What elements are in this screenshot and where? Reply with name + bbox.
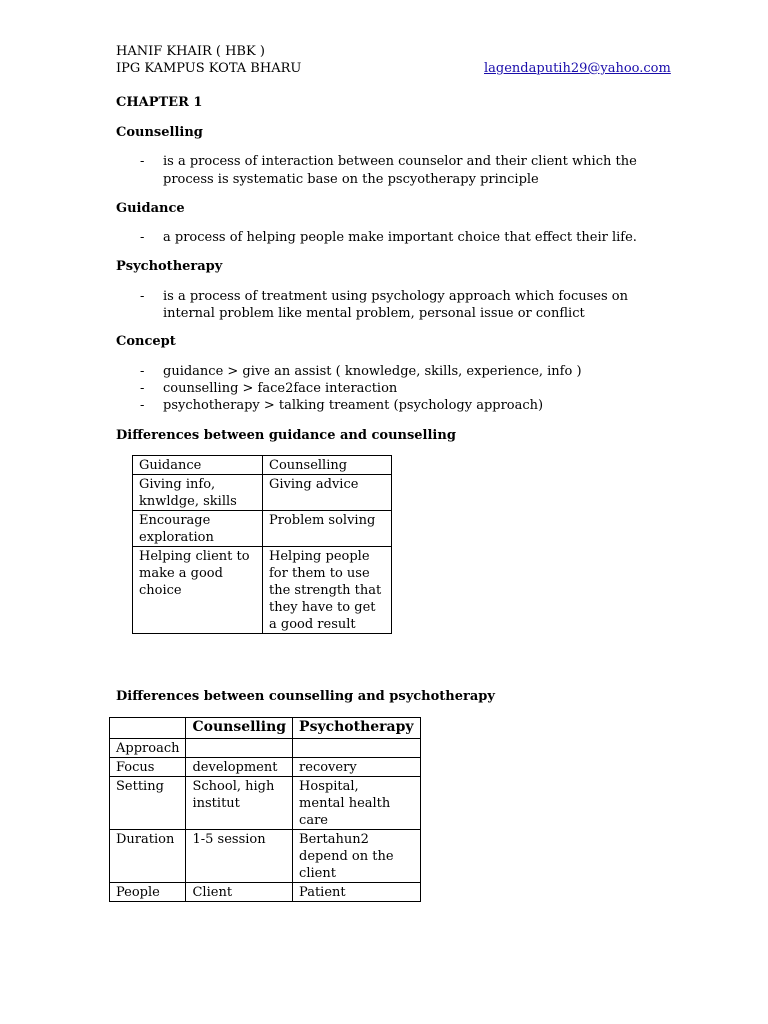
heading-psychotherapy: Psychotherapy — [116, 259, 223, 274]
table-header-cell: Psychotherapy — [293, 718, 421, 739]
table-row — [110, 739, 421, 758]
heading-concept: Concept — [116, 334, 176, 349]
table-cell: Giving info, knwldge, skills — [133, 475, 263, 511]
heading-guidance: Guidance — [116, 201, 185, 216]
table-header-cell — [110, 718, 186, 739]
table-row — [110, 777, 421, 830]
table-row — [110, 830, 421, 883]
counselling-definition-line-1: is a process of interaction between counselor and their client which the — [163, 154, 637, 169]
concept-item-counselling: counselling > face2face interaction — [163, 381, 398, 396]
table-cell — [293, 739, 421, 758]
guidance-definition: a process of helping people make important choice that effect their life. — [163, 230, 637, 245]
bullet-marker: - — [140, 398, 145, 413]
table-cell: development — [186, 758, 293, 777]
chapter-title: CHAPTER 1 — [116, 95, 203, 110]
bullet-marker: - — [140, 230, 145, 245]
table-cell: Encourage exploration — [133, 511, 263, 547]
email-link[interactable]: lagendaputih29@yahoo.com — [484, 61, 671, 76]
table-header-cell: Guidance — [133, 456, 263, 475]
bullet-marker: - — [140, 154, 145, 169]
psychotherapy-definition-line-2: internal problem like mental problem, personal issue or conflict — [163, 306, 585, 321]
table-cell: Client — [186, 883, 293, 902]
author-name: HANIF KHAIR ( HBK ) — [116, 44, 265, 59]
table-cell: Problem solving — [263, 511, 392, 547]
table-cell: Patient — [293, 883, 421, 902]
table1-title: Differences between guidance and counselling — [116, 428, 456, 443]
table-header-row — [133, 456, 392, 475]
counselling-psychotherapy-table — [109, 717, 421, 902]
table-header-row — [110, 718, 421, 739]
institution-name: IPG KAMPUS KOTA BHARU — [116, 61, 302, 76]
guidance-counselling-table — [132, 455, 392, 634]
table-cell: Setting — [110, 777, 186, 830]
concept-item-psychotherapy: psychotherapy > talking treament (psychology approach) — [163, 398, 544, 413]
table-cell: 1-5 session — [186, 830, 293, 883]
psychotherapy-definition-line-1: is a process of treatment using psychology approach which focuses on — [163, 289, 628, 304]
table-cell: Hospital, mental health care — [293, 777, 421, 830]
table-cell: People — [110, 883, 186, 902]
table-cell: Helping client to make a good choice — [133, 547, 263, 634]
table-header-cell: Counselling — [263, 456, 392, 475]
table-cell: School, high institut — [186, 777, 293, 830]
table-cell: Focus — [110, 758, 186, 777]
counselling-definition-line-2: process is systematic base on the pscyotherapy principle — [163, 172, 539, 187]
bullet-marker: - — [140, 289, 145, 304]
concept-item-guidance: guidance > give an assist ( knowledge, skills, experience, info ) — [163, 364, 582, 379]
table-row — [110, 883, 421, 902]
table-row — [133, 547, 392, 634]
table2-title: Differences between counselling and psychotherapy — [116, 689, 495, 704]
bullet-marker: - — [140, 381, 145, 396]
table-cell: Helping people for them to use the strength that they have to get a good result — [263, 547, 392, 634]
table-row — [133, 511, 392, 547]
table-cell: Duration — [110, 830, 186, 883]
bullet-marker: - — [140, 364, 145, 379]
table-row — [133, 475, 392, 511]
heading-counselling: Counselling — [116, 125, 203, 140]
table-cell: Bertahun2 depend on the client — [293, 830, 421, 883]
table-row — [110, 758, 421, 777]
table-cell: Giving advice — [263, 475, 392, 511]
table-cell: recovery — [293, 758, 421, 777]
table-cell: Approach — [110, 739, 186, 758]
table-cell — [186, 739, 293, 758]
table-header-cell: Counselling — [186, 718, 293, 739]
